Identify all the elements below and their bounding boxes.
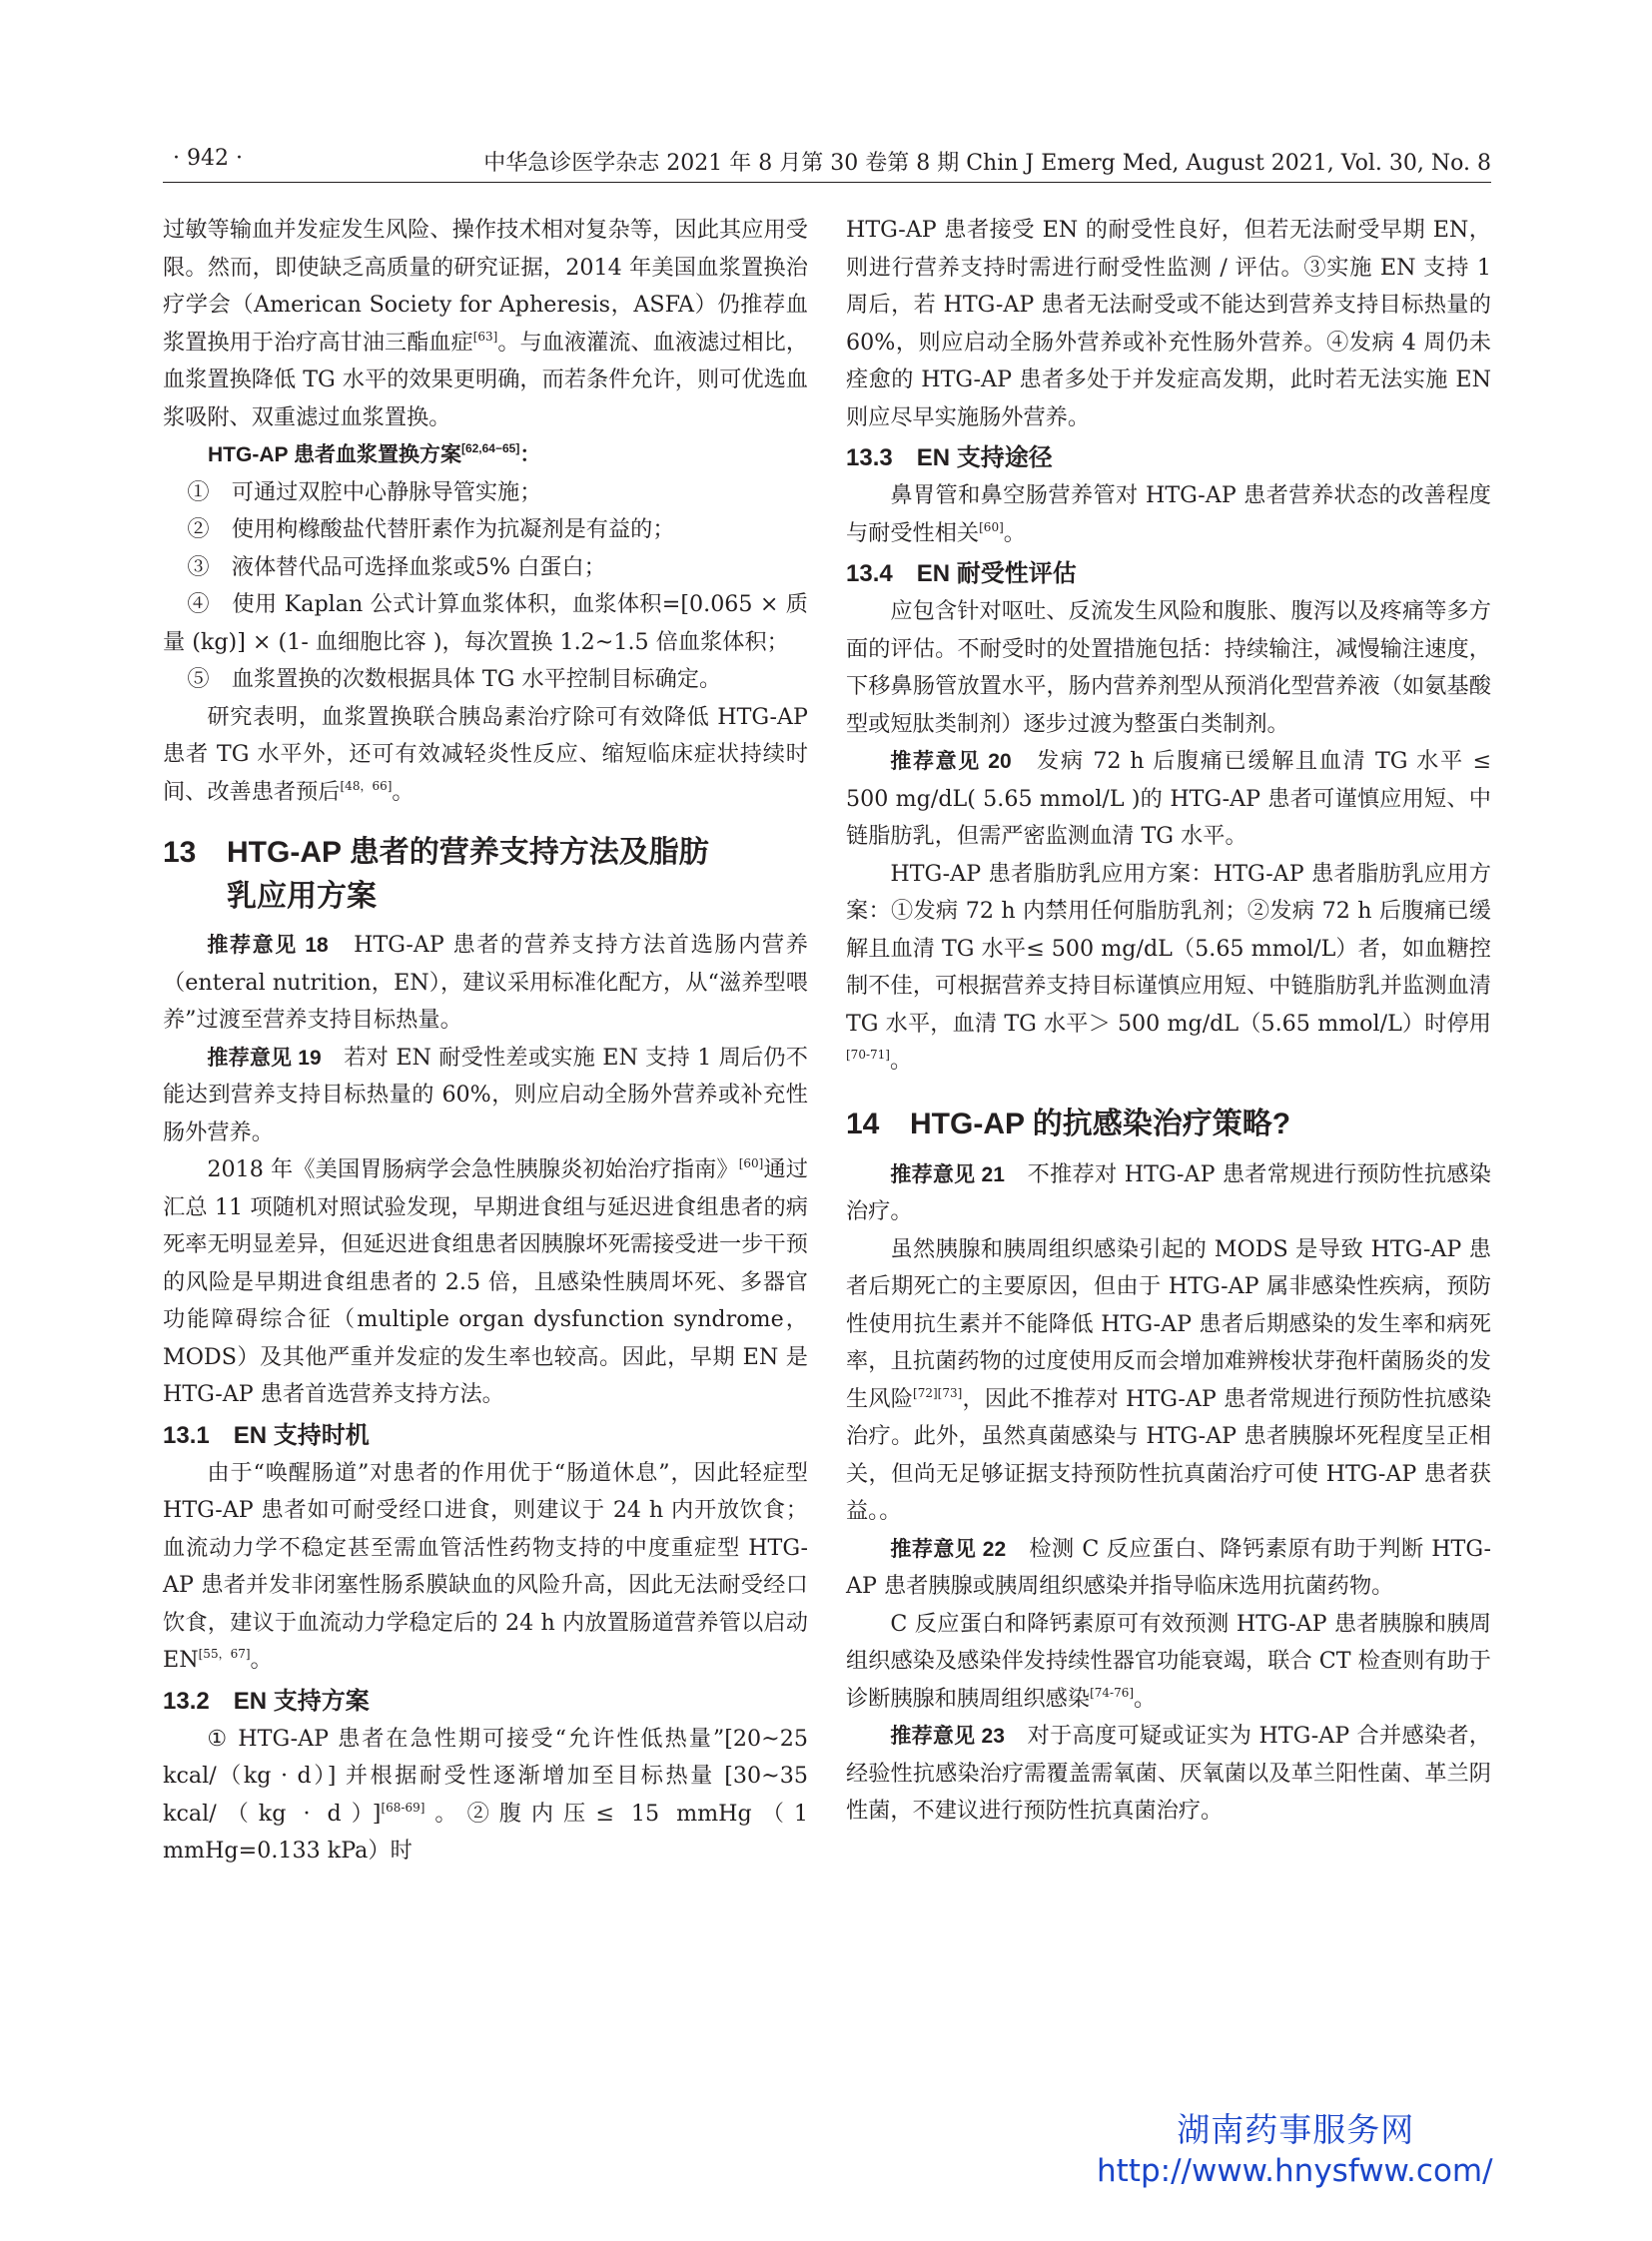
list-item: ① 可通过双腔中心静脉导管实施； bbox=[187, 478, 542, 505]
list-item: ③ 液体替代品可选择血浆或5% 白蛋白； bbox=[187, 553, 606, 580]
citation: [70-71] bbox=[846, 1048, 890, 1062]
paragraph: 研究表明，血浆置换联合胰岛素治疗除可有效降低 HTG-AP 患者 TG 水平外，还可有效减轻炎性反应、缩短临床症状持续时间、改善患者预后[48，66]。 bbox=[163, 703, 808, 805]
paragraph: 由于“唤醒肠道”对患者的作用优于“肠道休息”，因此轻症型 HTG-AP 患者如可耐受经口进食，则建议于 24 h 内开放饮食；血流动力学不稳定甚至需血管活性药物支持的中度重症型 HTG-AP 患者并发非闭塞性肠系膜缺血的风险升高，因此无法耐受经口饮食，建议于血流动力学稳定后的 24 h 内放置肠道营养管以启动 EN[55，67]。 bbox=[163, 1459, 808, 1673]
subsection-13-3-heading: 13.3 EN 支持途径 bbox=[846, 444, 1053, 471]
citation: [60] bbox=[738, 1156, 764, 1170]
paragraph: 过敏等输血并发症发生风险、操作技术相对复杂等，因此其应用受限。然而，即使缺乏高质量的研究证据，2014 年美国血浆置换治疗学会（American Society for Apheresis，ASFA）仍推荐血浆置换用于治疗高甘油三酯血症[63]。与血液灌流、血液滤过相比，血浆置换降低 TG 水平的效果更明确，而若条件允许，则可优选血浆吸附、双重滤过血浆置换。 bbox=[163, 217, 809, 430]
citation: [62,64−65] bbox=[460, 441, 520, 455]
paragraph: 2018 年《美国胃肠病学会急性胰腺炎初始治疗指南》[60]通过汇总 11 项随机对照试验发现，早期进食组与延迟进食组患者的病死率无明显差异，但延迟进食组患者因胰腺坏死需接受进一步干预的风险是早期进食组患者的 2.5 倍，且感染性胰周坏死、多器官功能障碍综合征（multiple organ dysfunction syndrome，MODS）及其他严重并发症的发生率也较高。因此，早期 EN 是 HTG-AP 患者首选营养支持方法。 bbox=[163, 1156, 808, 1407]
header-rule bbox=[163, 182, 1491, 183]
recommendation-23: 推荐意见 23 对于高度可疑或证实为 HTG-AP 合并感染者，经验性抗感染治疗需覆盖需氧菌、厌氧菌以及革兰阳性菌、革兰阴性菌，不建议进行预防性抗真菌治疗。 bbox=[846, 1723, 1491, 1824]
paragraph: 鼻胃管和鼻空肠营养管对 HTG-AP 患者营养状态的改善程度与耐受性相关[60]。 bbox=[846, 482, 1491, 546]
recommendation-20: 推荐意见 20 发病 72 h 后腹痛已缓解且血清 TG 水平 ≤ 500 mg/dL( 5.65 mmol/L )的 HTG-AP 患者可谨慎应用短、中链脂肪乳，但需严密监测血清 TG 水平。 bbox=[846, 748, 1492, 849]
citation: [74-76] bbox=[1090, 1685, 1135, 1700]
list-item: ② 使用枸橼酸盐代替肝素作为抗凝剂是有益的； bbox=[187, 516, 675, 542]
recommendation-18: 推荐意见 18 HTG-AP 患者的营养支持方法首选肠内营养（enteral nutrition，EN），建议采用标准化配方，从“滋养型喂养”过渡至营养支持目标热量。 bbox=[163, 932, 808, 1033]
watermark-url[interactable]: http://www.hnysfww.com/ bbox=[1097, 2153, 1493, 2189]
list-item: ⑤ 血浆置换的次数根据具体 TG 水平控制目标确定。 bbox=[187, 666, 722, 692]
subsection-13-4-heading: 13.4 EN 耐受性评估 bbox=[846, 560, 1077, 587]
citation: [60] bbox=[979, 519, 1004, 534]
paragraph: 虽然胰腺和胰周组织感染引起的 MODS 是导致 HTG-AP 患者后期死亡的主要原因，但由于 HTG-AP 属非感染性疾病，预防性使用抗生素并不能降低 HTG-AP 患者后期感染的发生率和病死率，且抗菌药物的过度使用反而会增加难辨梭状芽孢杆菌肠炎的发生风险[72][73]，因此不推荐对 HTG-AP 患者常规进行预防性抗感染治疗。此外，虽然真菌感染与 HTG-AP 患者胰腺坏死程度呈正相关，但尚无足够证据支持预防性抗真菌治疗可使 HTG-AP 患者获益。。 bbox=[846, 1235, 1492, 1524]
citation: [72][73] bbox=[913, 1385, 963, 1400]
paragraph: C 反应蛋白和降钙素原可有效预测 HTG-AP 患者胰腺和胰周组织感染及感染伴发持续性器官功能衰竭，联合 CT 检查则有助于诊断胰腺和胰周组织感染[74-76]。 bbox=[846, 1610, 1491, 1712]
list-item: ④ 使用 Kaplan 公式计算血浆体积，血浆体积=[0.065 × 质量 (kg)] × (1- 血细胞比容 )，每次置换 1.2~1.5 倍血浆体积； bbox=[163, 591, 808, 655]
watermark-site-name: 湖南药事服务网 bbox=[1177, 2110, 1415, 2149]
journal-citation: 中华急诊医学杂志 2021 年 8 月第 30 卷第 8 期 Chin J Emerg Med, August 2021, Vol. 30, No. 8 bbox=[483, 151, 1491, 176]
recommendation-19: 推荐意见 19 若对 EN 耐受性差或实施 EN 支持 1 周后仍不能达到营养支持目标热量的 60%，则应启动全肠外营养或补充性肠外营养。 bbox=[163, 1044, 808, 1145]
running-header bbox=[163, 146, 1491, 182]
paragraph: HTG-AP 患者脂肪乳应用方案：HTG-AP 患者脂肪乳应用方案：①发病 72 h 内禁用任何脂肪乳剂；②发病 72 h 后腹痛已缓解且血清 TG 水平≤ 500 mg/dL（5.65 mmol/L）者，如血糖控制不佳，可根据营养支持目标谨慎应用短、中链脂肪乳并监测血清 TG 水平，血清 TG 水平＞ 500 mg/dL（5.65 mmol/L）时停用[70-71]。 bbox=[846, 860, 1491, 1074]
paragraph: ① HTG-AP 患者在急性期可接受“允许性低热量”[20~25 kcal/（kg · d）] 并根据耐受性逐渐增加至目标热量 [30~35 kcal/（kg · d）][68-69]。②腹内压≤ 15 mmHg（1 mmHg=0.133 kPa）时 bbox=[163, 1725, 808, 1864]
section-14-heading: 14 HTG-AP 的抗感染治疗策略? bbox=[846, 1107, 1291, 1140]
citation: [55，67] bbox=[198, 1647, 251, 1661]
subsection-13-1-heading: 13.1 EN 支持时机 bbox=[163, 1421, 370, 1449]
page-number: · 942 · bbox=[173, 146, 243, 171]
section-13-heading: 13 HTG-AP 患者的营养支持方法及脂肪 乳应用方案 bbox=[163, 836, 709, 913]
citation: [48，66] bbox=[340, 778, 393, 793]
subsection-13-2-heading: 13.2 EN 支持方案 bbox=[163, 1687, 370, 1715]
left-column bbox=[163, 212, 808, 1870]
citation: [63] bbox=[472, 329, 498, 344]
recommendation-21: 推荐意见 21 不推荐对 HTG-AP 患者常规进行预防性抗感染治疗。 bbox=[846, 1160, 1491, 1224]
right-column bbox=[846, 212, 1491, 1831]
recommendation-22: 推荐意见 22 检测 C 反应蛋白、降钙素原有助于判断 HTG-AP 患者胰腺或胰周组织感染并指导临床选用抗菌药物。 bbox=[846, 1535, 1491, 1599]
paragraph: 应包含针对呕吐、反流发生风险和腹胀、腹泻以及疼痛等多方面的评估。不耐受时的处置措施包括：持续输注，减慢输注速度，下移鼻肠管放置水平，肠内营养剂型从预消化型营养液（如氨基酸型或短肽类制剂）逐步过渡为整蛋白类制剂。 bbox=[846, 598, 1491, 737]
paragraph: HTG-AP 患者接受 EN 的耐受性良好，但若无法耐受早期 EN，则进行营养支持时需进行耐受性监测 / 评估。③实施 EN 支持 1 周后，若 HTG-AP 患者无法耐受或不能达到营养支持目标热量的 60%，则应启动全肠外营养或补充性肠外营养。④发病 4 周仍未痊愈的 HTG-AP 患者多处于并发症高发期，此时若无法实施 EN 则应尽早实施肠外营养。 bbox=[846, 217, 1491, 430]
citation: [68-69] bbox=[381, 1800, 425, 1815]
plasma-exchange-plan-heading: HTG-AP 患者血浆置换方案[62,64−65]： bbox=[208, 441, 541, 466]
website-watermark bbox=[1099, 2109, 1493, 2191]
